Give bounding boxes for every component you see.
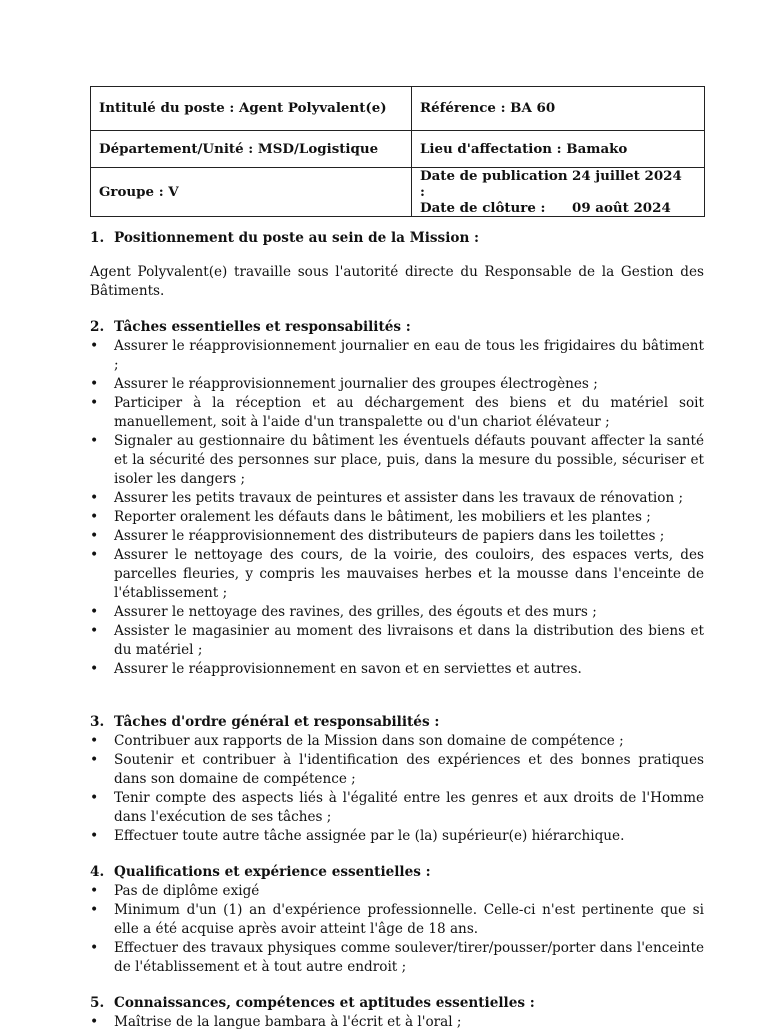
list-item: • Tenir compte des aspects liés à l'égalité entre les genres et aux droits de l'Homme dans l'exécution de ses tâches ; (90, 789, 704, 827)
list-item: • Minimum d'un (1) an d'expérience professionnelle. Celle-ci n'est pertinente que si elle a été acquise après avoir atteint l'âge de 18 ans. (90, 901, 704, 939)
section-number: 2. (90, 319, 105, 335)
list-item: • Soutenir et contribuer à l'identification des expériences et des bonnes pratiques dans son domaine de compétence ; (90, 751, 704, 789)
location-cell: Lieu d'affectation : Bamako (412, 131, 705, 168)
list-item: • Assurer le nettoyage des ravines, des grilles, des égouts et des murs ; (90, 603, 704, 622)
list-item: • Effectuer des travaux physiques comme soulever/tirer/pousser/porter dans l'enceinte de l'établissement et à tout autre endroit ; (90, 939, 704, 977)
bullet-list (90, 1013, 704, 1032)
bullet-list (90, 732, 704, 846)
closing-date-row (420, 200, 696, 216)
section-number: 3. (90, 714, 105, 730)
publication-date-row (420, 168, 696, 200)
section-number: 1. (90, 230, 105, 246)
list-item: • Participer à la réception et au déchargement des biens et du matériel soit manuellement, soit à l'aide d'un transpalette ou d'un chariot élévateur ; (90, 394, 704, 432)
department-cell: Département/Unité : MSD/Logistique (91, 131, 412, 168)
section-title: Qualifications et expérience essentielles : (114, 864, 431, 880)
list-item: • Assurer les petits travaux de peintures et assister dans les travaux de rénovation ; (90, 489, 704, 508)
section-paragraph: Agent Polyvalent(e) travaille sous l'autorité directe du Responsable de la Gestion des Bâtiments. (90, 264, 704, 299)
list-item: • Assurer le réapprovisionnement des distributeurs de papiers dans les toilettes ; (90, 527, 704, 546)
list-item: • Pas de diplôme exigé (90, 882, 704, 901)
section-number: 5. (90, 995, 105, 1011)
list-item: • Effectuer toute autre tâche assignée par le (la) supérieur(e) hiérarchique. (90, 827, 704, 846)
list-item: • Contribuer aux rapports de la Mission dans son domaine de compétence ; (90, 732, 704, 751)
section-heading (90, 229, 704, 248)
reference-cell: Référence : BA 60 (412, 87, 705, 131)
document-body (90, 229, 704, 1032)
list-item: • Assister le magasinier au moment des livraisons et dans la distribution des biens et du matériel ; (90, 622, 704, 660)
section-number: 4. (90, 864, 105, 880)
list-item: • Assurer le nettoyage des cours, de la voirie, des couloirs, des espaces verts, des parcelles fleuries, y compris les mauvaises herbes et la mousse dans l'enceinte de l'établissement ; (90, 546, 704, 603)
job-title-cell: Intitulé du poste : Agent Polyvalent(e) (91, 87, 412, 131)
closing-date-value: 09 août 2024 (572, 200, 671, 216)
section-heading (90, 713, 704, 732)
list-item: • Assurer le réapprovisionnement en savon et en serviettes et autres. (90, 660, 704, 679)
list-item: • Reporter oralement les défauts dans le bâtiment, les mobiliers et les plantes ; (90, 508, 704, 527)
list-item: • Assurer le réapprovisionnement journalier des groupes électrogènes ; (90, 375, 704, 394)
publication-date-label: Date de publication : (420, 168, 568, 200)
section-heading (90, 994, 704, 1013)
job-info-table (90, 86, 705, 217)
section-title: Tâches d'ordre général et responsabilités : (114, 714, 440, 730)
section-heading (90, 863, 704, 882)
bullet-list (90, 882, 704, 977)
bullet-list (90, 337, 704, 679)
closing-date-label: Date de clôture : (420, 200, 546, 216)
list-item: • Maîtrise de la langue bambara à l'écrit et à l'oral ; (90, 1013, 704, 1032)
dates-cell (412, 168, 705, 217)
list-item: • Assurer le réapprovisionnement journalier en eau de tous les frigidaires du bâtiment ; (90, 337, 704, 375)
section-title: Tâches essentielles et responsabilités : (114, 319, 411, 335)
section-title: Connaissances, compétences et aptitudes essentielles : (114, 995, 535, 1011)
publication-date-value: 24 juillet 2024 (572, 168, 682, 184)
section-heading (90, 318, 704, 337)
list-item: • Signaler au gestionnaire du bâtiment les éventuels défauts pouvant affecter la santé et la sécurité des personnes sur place, puis, dans la mesure du possible, sécuriser et isoler les dangers ; (90, 432, 704, 489)
group-cell: Groupe : V (91, 168, 412, 217)
section-title: Positionnement du poste au sein de la Mission : (114, 230, 480, 246)
